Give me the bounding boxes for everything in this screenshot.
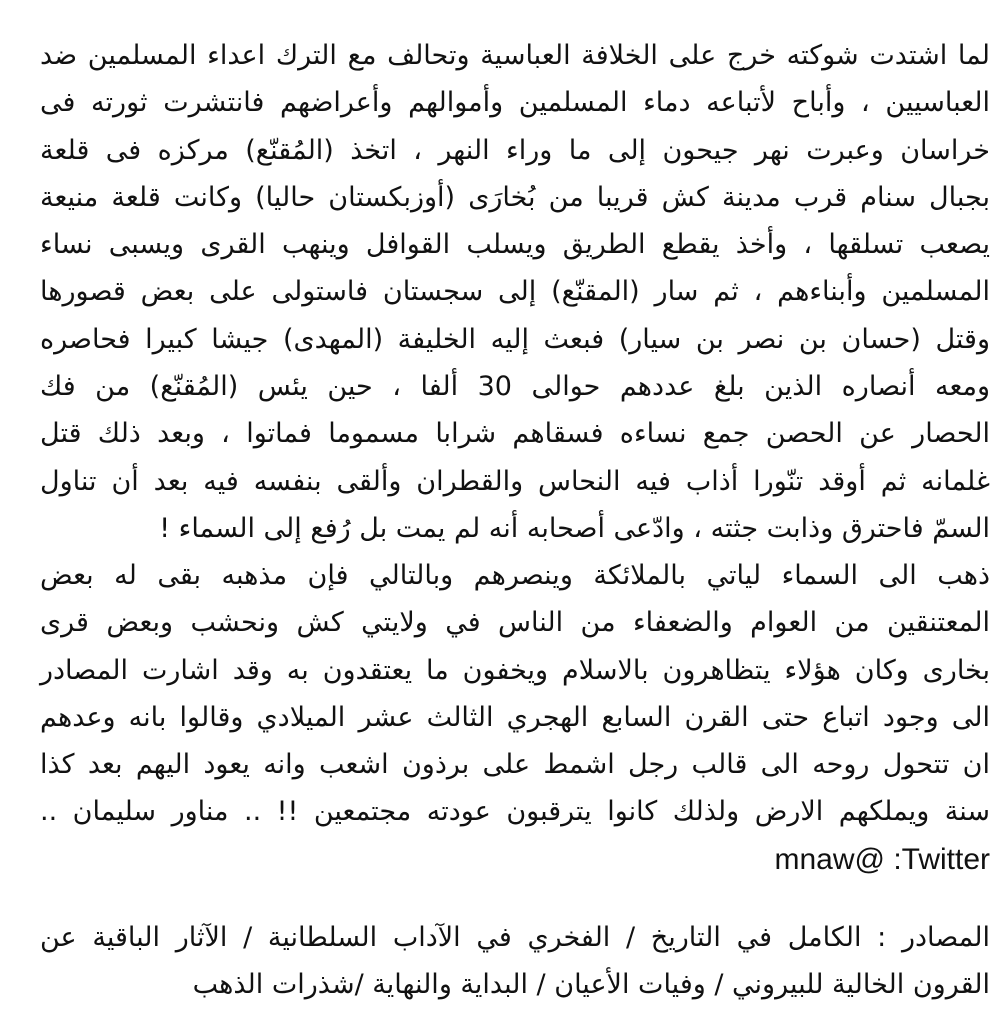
text-line: المسلمين وأبناءهم ، ثم سار (المقنّع) إلى سجستان فاستولى على بعض قصورها [40, 276, 990, 308]
text-line: وقتل (حسان بن نصر بن سيار) فبعث إليه الخليفة (المهدى) جيشا كبيرا فحاصره [40, 323, 990, 355]
text-line: يصعب تسلقها ، وأخذ يقطع الطريق ويسلب القوافل وينهب القرى ويسبى نساء [40, 229, 990, 261]
article-paragraph-main [40, 32, 990, 552]
article-paragraph-continuation [40, 552, 990, 883]
twitter-handle-line: mnaw@ :Twitter [774, 842, 990, 876]
text-line: المعتنقين من العوام والضعفاء من الناس في ولايتي كش ونحشب وبعض قرى [40, 607, 990, 639]
text-line: بجبال سنام قرب مدينة كش قريبا من بُخارَى (أوزبكستان حاليا) وكانت قلعة منيعة [40, 181, 990, 213]
text-line: المصادر : الكامل في التاريخ / الفخري في الآداب السلطانية / الآثار الباقية عن [40, 922, 990, 953]
text-line: العباسيين ، وأباح لأتباعه دماء المسلمين وأموالهم وأعراضهم فانتشرت ثورته فى [40, 87, 990, 119]
text-line: ومعه أنصاره الذين بلغ عددهم حوالى 30 ألفا ، حين يئس (المُقنّع) من فك [40, 371, 990, 403]
text-line: خراسان وعبرت نهر جيحون إلى ما وراء النهر ، اتخذ (المُقنّع) مركزه فى قلعة [40, 134, 990, 166]
text-line: لما اشتدت شوكته خرج على الخلافة العباسية وتحالف مع الترك اعداء المسلمين ضد [40, 40, 990, 71]
text-line: بخارى وكان هؤلاء يتظاهرون بالاسلام ويخفون ما يعتقدون به وقد اشارت المصادر [40, 654, 990, 686]
text-line: ذهب الى السماء لياتي بالملائكة وينصرهم وبالتالي فإن مذهبه بقى له بعض [40, 560, 990, 591]
text-line: الحصار عن الحصن جمع نساءه فسقاهم شرابا مسموما فماتوا ، وبعد ذلك قتل [40, 418, 990, 450]
text-line: ان تتحول روحه الى قالب رجل اشمط على برذون اشعب وانه يعود اليهم بعد كذا [40, 749, 990, 781]
text-line: الى وجود اتباع حتى القرن السابع الهجري الثالث عشر الميلادي وقالوا بانه وعدهم [40, 701, 990, 733]
text-line: سنة ويملكهم الارض ولذلك كانوا يترقبون عودته مجتمعين !! .. مناور سليمان .. [40, 796, 990, 828]
sources-paragraph [40, 914, 990, 1009]
text-line: غلمانه ثم أوقد تنّورا أذاب فيه النحاس والقطران وألقى بنفسه فيه بعد أن تناول [40, 465, 990, 497]
text-line: السمّ فاحترق وذابت جثته ، وادّعى أصحابه أنه لم يمت بل رُفع إلى السماء ! [159, 512, 990, 544]
text-line: القرون الخالية للبيروني / وفيات الأعيان / البداية والنهاية /شذرات الذهب [192, 969, 990, 1001]
